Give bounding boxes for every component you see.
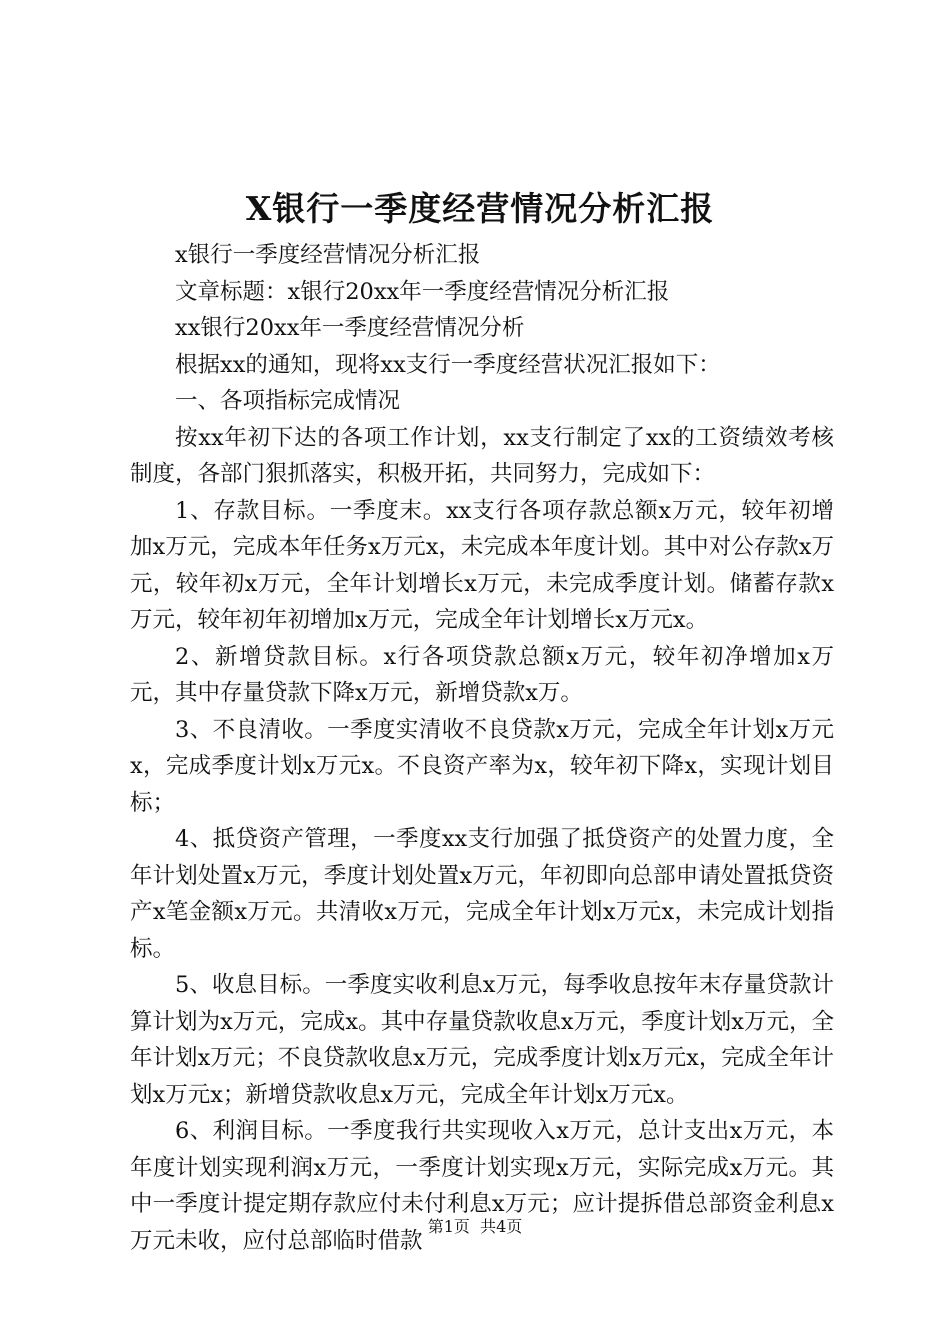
page-total: 共4页	[480, 1217, 523, 1236]
paragraph: 3、不良清收。一季度实清收不良贷款x万元，完成全年计划x万元x，完成季度计划x万元x。不良资产率为x，较年初下降x，实现计划目标；	[130, 716, 834, 816]
page-number: 第1页	[427, 1217, 470, 1236]
paragraph: 1、存款目标。一季度末。xx支行各项存款总额x万元，较年初增加x万元，完成本年任务x万元x，未完成本年度计划。其中对公存款x万元，较年初x万元，全年计划增长x万元，未完成季度计划。储蓄存款x万元，较年初年初增加x万元，完成全年计划增长x万元x。	[130, 497, 834, 633]
paragraph: x银行一季度经营情况分析汇报	[175, 242, 481, 268]
paragraph: 5、收息目标。一季度实收利息x万元，每季收息按年末存量贷款计算计划为x万元，完成x。其中存量贷款收息x万元，季度计划x万元，全年计划x万元；不良贷款收息x万元，完成季度计划x万元x，完成全年计划x万元x；新增贷款收息x万元，完成全年计划x万元x。	[130, 972, 834, 1108]
paragraph: 按xx年初下达的各项工作计划，xx支行制定了xx的工资绩效考核制度，各部门狠抓落实，积极开拓，共同努力，完成如下：	[130, 424, 834, 487]
paragraph: 文章标题：x银行20xx年一季度经营情况分析汇报	[175, 278, 670, 305]
document-title: X银行一季度经营情况分析汇报	[245, 189, 715, 228]
paragraph: xx银行20xx年一季度经营情况分析	[175, 315, 525, 341]
paragraph: 2、新增贷款目标。x行各项贷款总额x万元，较年初净增加x万元，其中存量贷款下降x万元，新增贷款x万。	[130, 643, 834, 706]
paragraph: 根据xx的通知，现将xx支行一季度经营状况汇报如下：	[175, 351, 721, 378]
page-footer	[0, 1216, 950, 1238]
paragraph: 4、抵贷资产管理，一季度xx支行加强了抵贷资产的处置力度，全年计划处置x万元，季度计划处置x万元，年初即向总部申请处置抵贷资产x笔金额x万元。共清收x万元，完成全年计划x万元x，未完成计划指标。	[130, 826, 834, 962]
paragraph: 6、利润目标。一季度我行共实现收入x万元，总计支出x万元，本年度计划实现利润x万元，一季度计划实现x万元，实际完成x万元。其中一季度计提定期存款应付未付利息x万元；应计提拆借总部资金利息x万元未收，应付总部临时借款	[130, 1118, 834, 1254]
section-heading: 一、各项指标完成情况	[175, 388, 401, 414]
document-body	[130, 237, 834, 1259]
